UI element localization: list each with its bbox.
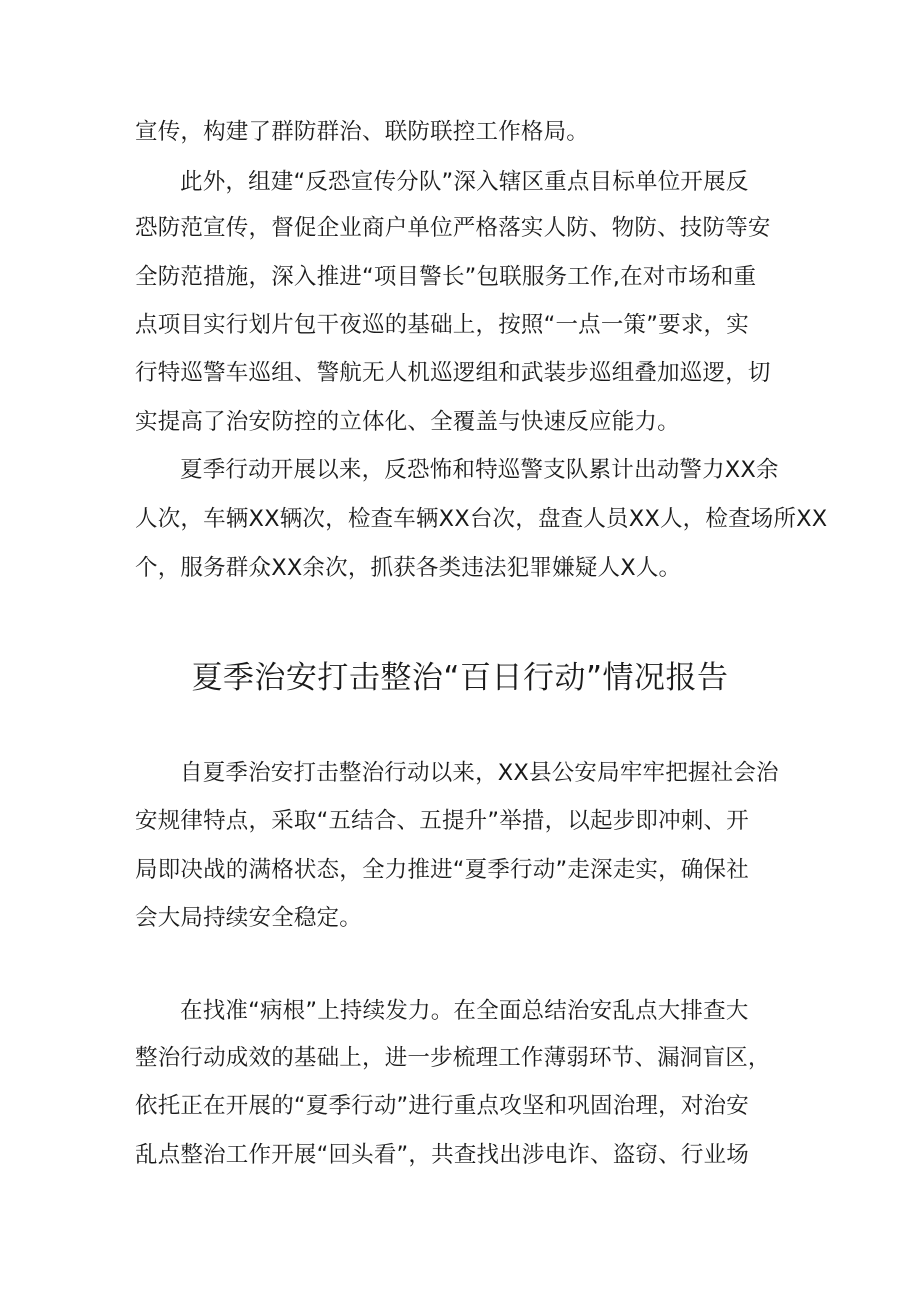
paragraph-2-line-5: 行特巡警车巡组、警航无人机巡逻组和武装步巡组叠加巡逻，切 <box>135 360 771 386</box>
paragraph-2-line-3: 全防范措施，深入推进“项目警长”包联服务工作,在对市场和重 <box>135 264 757 290</box>
paragraph-5-line-4: 乱点整治工作开展“回头看”，共查找出涉电诈、盗窃、行业场 <box>135 1142 749 1168</box>
paragraph-2-line-2: 恐防范宣传，督促企业商户单位严格落实人防、物防、技防等安 <box>135 215 771 241</box>
report-title: 夏季治安打击整治“百日行动”情况报告 <box>191 660 729 696</box>
paragraph-2-line-4: 点项目实行划片包干夜巡的基础上，按照“一点一策”要求，实 <box>135 312 749 338</box>
paragraph-2-line-6: 实提高了治安防控的立体化、全覆盖与快速反应能力。 <box>135 409 680 435</box>
paragraph-5-line-1: 在找准“病根”上持续发力。在全面总结治安乱点大排查大 <box>180 998 749 1024</box>
paragraph-2-line-1: 此外，组建“反恐宣传分队”深入辖区重点目标单位开展反 <box>180 169 749 195</box>
paragraph-4-line-3: 局即决战的满格状态，全力推进“夏季行动”走深走实，确保社 <box>135 857 749 883</box>
paragraph-5-line-3: 依托正在开展的“夏季行动”进行重点攻坚和巩固治理，对治安 <box>135 1093 749 1119</box>
paragraph-1-line-1: 宣传，构建了群防群治、联防联控工作格局。 <box>135 119 590 145</box>
paragraph-4-line-2: 安规律特点，采取“五结合、五提升”举措，以起步即冲刺、开 <box>135 808 749 834</box>
paragraph-3-line-1: 夏季行动开展以来，反恐怖和特巡警支队累计出动警力XX余 <box>180 457 779 483</box>
paragraph-4-line-4: 会大局持续安全稳定。 <box>135 905 363 931</box>
paragraph-4-line-1: 自夏季治安打击整治行动以来，XX县公安局牢牢把握社会治 <box>180 760 779 786</box>
paragraph-3-line-2: 人次，车辆XX辆次，检查车辆XX台次，盘查人员XX人，检查场所XX <box>135 506 828 532</box>
paragraph-5-line-2: 整治行动成效的基础上，进一步梳理工作薄弱环节、漏洞盲区， <box>135 1045 771 1071</box>
paragraph-3-line-3: 个，服务群众XX余次，抓获各类违法犯罪嫌疑人X人。 <box>135 555 682 581</box>
